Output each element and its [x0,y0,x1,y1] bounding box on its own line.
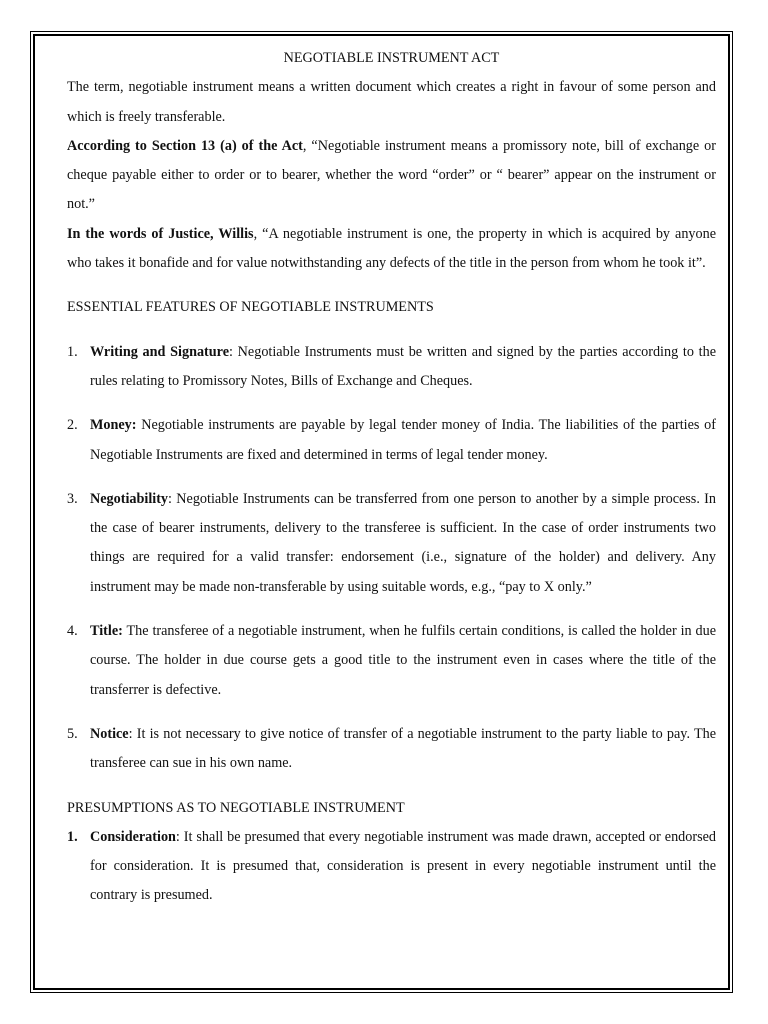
feature-number: 5. [67,725,78,742]
spacer [67,602,716,617]
section13-paragraph [67,132,716,220]
feature-number: 3. [67,490,78,507]
feature-label: Title: [90,623,123,640]
feature-item [67,485,716,602]
presumption-label: Consideration [90,828,176,845]
feature-text: The transferee of a negotiable instrument, when he fulfils certain conditions, is called the holder in due course. The holder in due course gets a good title to the instrument even in cases where the title of the transferrer is defective. [90,623,716,698]
spacer [67,396,716,411]
feature-label: Negotiability [90,490,169,507]
spacer [67,278,716,293]
features-heading: ESSENTIAL FEATURES OF NEGOTIABLE INSTRUMENTS [67,299,434,316]
section13-label: According to Section 13 (a) of the Act [67,137,303,154]
feature-number: 1. [67,343,78,360]
spacer [67,470,716,485]
willis-label: In the words of Justice, Willis [67,225,254,242]
feature-number: 2. [67,417,78,434]
document-body [67,44,716,911]
feature-number: 4. [67,623,78,640]
presumption-number: 1. [67,828,78,845]
feature-text: : Negotiable Instruments can be transferred from one person to another by a simple process. In the case of bearer instruments, delivery to the transferee is sufficient. In the case of order instruments two things are required for a valid transfer: endorsement (i.e., signature of the holder) and delivery. Any instrument may be made non-transferable by using suitable words, e.g., “pay to X only.” [90,490,716,595]
presumptions-list [67,823,716,911]
feature-text: Negotiable instruments are payable by legal tender money of India. The liabilities of the parties of Negotiable Instruments are fixed and determined in terms of legal tender money. [90,417,716,463]
presumption-item [67,823,716,911]
feature-item [67,338,716,397]
feature-label: Writing and Signature [90,343,230,360]
feature-text: : Negotiable Instruments must be written and signed by the parties according to the rules relating to Promissory Notes, Bills of Exchange and Cheques. [90,343,716,389]
section13-text: , “Negotiable instrument means a promissory note, bill of exchange or cheque payable either to order or to bearer, whether the word “order” or “ bearer” appear on the instrument or not.” [67,137,717,213]
spacer [67,323,716,338]
feature-text: : It is not necessary to give notice of transfer of a negotiable instrument to the party liable to pay. The transferee can sue in his own name. [90,725,716,772]
feature-label: Notice [90,725,129,742]
intro-paragraph: The term, negotiable instrument means a written document which creates a right in favour of some person and which is freely transferable. [67,79,716,125]
presumptions-heading: PRESUMPTIONS AS TO NEGOTIABLE INSTRUMENT [67,799,405,816]
willis-paragraph [67,220,716,279]
presumption-text: : It shall be presumed that every negotiable instrument was made drawn, accepted or endorsed for consideration. It is presumed that, consideration is present in every negotiable instrument until the contrary is presumed. [90,828,716,904]
spacer [67,705,716,720]
feature-item [67,411,716,470]
feature-item [67,617,716,705]
willis-text: , “A negotiable instrument is one, the property in which is acquired by anyone who takes it bonafide and for value notwithstanding any defects of the title in the person from whom he took it”. [67,225,716,272]
feature-label: Money: [90,417,137,434]
features-list [67,338,716,779]
spacer [67,779,716,794]
document-title: NEGOTIABLE INSTRUMENT ACT [283,50,500,66]
feature-item [67,720,716,779]
